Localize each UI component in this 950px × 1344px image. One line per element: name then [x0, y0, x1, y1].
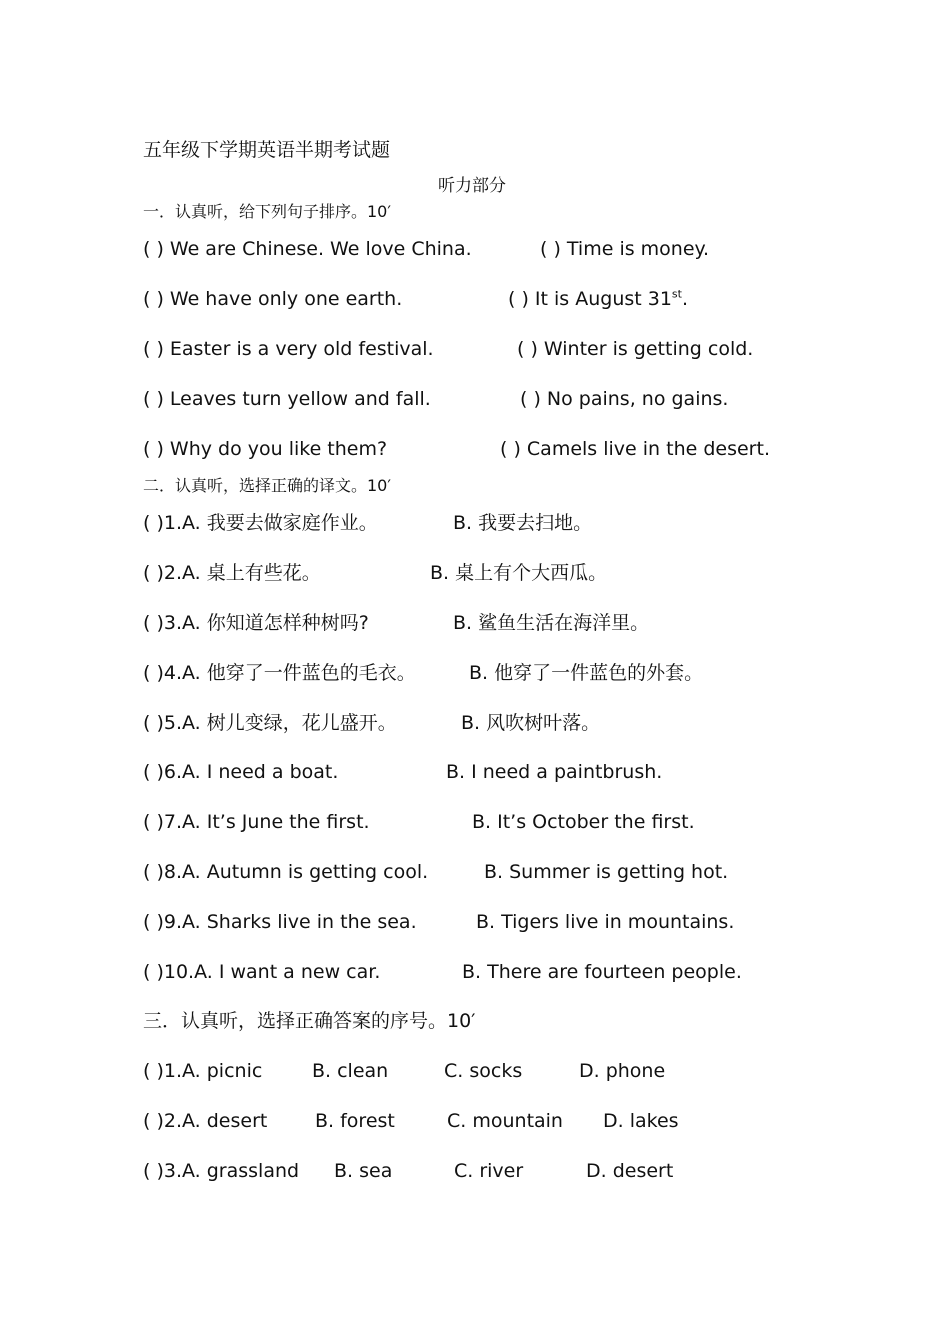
s1-row2-right-sup: st — [671, 287, 682, 301]
s2-q4-b: B. 他穿了一件蓝色的外套。 — [469, 662, 704, 684]
s3-q3-a: ( )3.A. grassland — [143, 1160, 300, 1182]
s1-row1-right: ( ) Time is money. — [540, 238, 710, 260]
s2-q1-b: B. 我要去扫地。 — [453, 512, 593, 534]
section3-heading: 三．认真听，选择正确答案的序号。10′ — [143, 1010, 476, 1032]
s2-q10-a: ( )10.A. I want a new car. — [143, 961, 381, 983]
s1-row2-right-end: . — [681, 288, 689, 310]
s3-q1-c: C. socks — [444, 1060, 523, 1082]
page-subtitle: 听力部分 — [438, 176, 506, 196]
s1-row3-right: ( ) Winter is getting cold. — [517, 338, 754, 360]
s2-q9-b: B. Tigers live in mountains. — [476, 911, 735, 933]
s2-q8-a: ( )8.A. Autumn is getting cool. — [143, 861, 429, 883]
s2-q3-b: B. 鲨鱼生活在海洋里。 — [453, 612, 650, 634]
s2-q6-b: B. I need a paintbrush. — [446, 761, 663, 783]
s1-row4-right: ( ) No pains, no gains. — [520, 388, 729, 410]
s3-q2-d: D. lakes — [603, 1110, 679, 1132]
s3-q1-a: ( )1.A. picnic — [143, 1060, 263, 1082]
page-title: 五年级下学期英语半期考试题 — [143, 139, 391, 161]
s2-q6-a: ( )6.A. I need a boat. — [143, 761, 339, 783]
s2-q5-a: ( )5.A. 树儿变绿，花儿盛开。 — [143, 712, 397, 734]
section2-heading: 二．认真听，选择正确的译文。10′ — [143, 476, 391, 495]
s3-q2-c: C. mountain — [447, 1110, 563, 1132]
s1-row2-right — [508, 287, 688, 311]
s3-q2-b: B. forest — [315, 1110, 395, 1132]
s2-q10-b: B. There are fourteen people. — [462, 961, 742, 983]
s3-q3-c: C. river — [454, 1160, 524, 1182]
s2-q4-a: ( )4.A. 他穿了一件蓝色的毛衣。 — [143, 662, 416, 684]
s3-q2-a: ( )2.A. desert — [143, 1110, 268, 1132]
s1-row5-right: ( ) Camels live in the desert. — [500, 438, 770, 460]
s3-q1-d: D. phone — [579, 1060, 666, 1082]
s1-row2-left: ( ) We have only one earth. — [143, 288, 403, 310]
s2-q8-b: B. Summer is getting hot. — [484, 861, 729, 883]
s1-row2-right-text: ( ) It is August 31 — [508, 288, 672, 310]
s3-q3-d: D. desert — [586, 1160, 674, 1182]
s2-q7-b: B. It’s October the first. — [472, 811, 695, 833]
s2-q7-a: ( )7.A. It’s June the first. — [143, 811, 370, 833]
section1-heading: 一．认真听，给下列句子排序。10′ — [143, 202, 391, 221]
s3-q3-b: B. sea — [334, 1160, 393, 1182]
s1-row5-left: ( ) Why do you like them? — [143, 438, 388, 460]
s3-q1-b: B. clean — [312, 1060, 389, 1082]
s1-row4-left: ( ) Leaves turn yellow and fall. — [143, 388, 431, 410]
s1-row3-left: ( ) Easter is a very old festival. — [143, 338, 434, 360]
s2-q9-a: ( )9.A. Sharks live in the sea. — [143, 911, 417, 933]
s2-q2-b: B. 桌上有个大西瓜。 — [430, 562, 608, 584]
s2-q1-a: ( )1.A. 我要去做家庭作业。 — [143, 512, 378, 534]
s2-q5-b: B. 风吹树叶落。 — [461, 712, 601, 734]
s2-q2-a: ( )2.A. 桌上有些花。 — [143, 562, 321, 584]
s1-row1-left: ( ) We are Chinese. We love China. — [143, 238, 472, 260]
s2-q3-a: ( )3.A. 你知道怎样种树吗? — [143, 612, 369, 634]
